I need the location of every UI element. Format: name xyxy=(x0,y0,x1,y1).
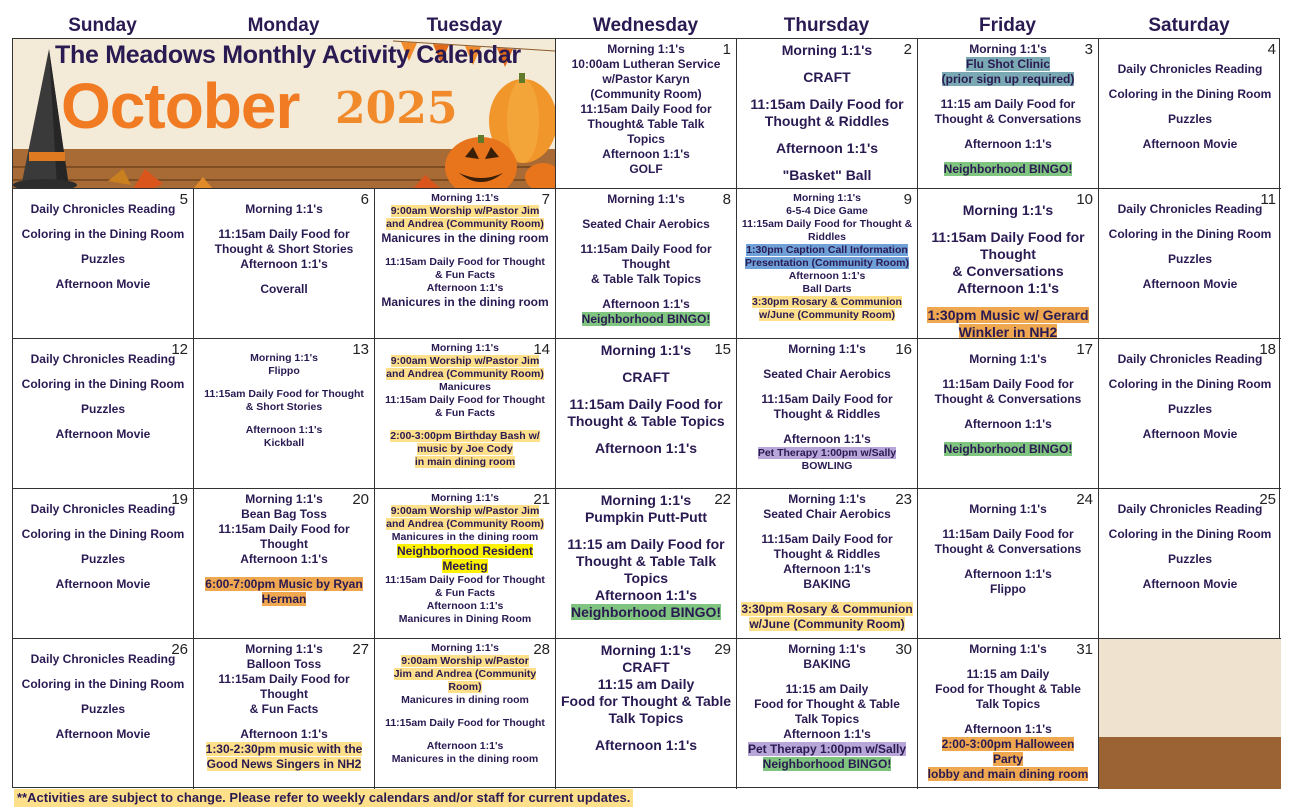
day-number: 7 xyxy=(541,191,550,208)
day-cell xyxy=(375,489,556,639)
activity-line: Afternoon 1:1's xyxy=(245,424,323,436)
activity-line: BAKING xyxy=(803,657,851,671)
activity-line: Food for Thought & Table xyxy=(560,693,732,709)
activity-line: 11:15am Daily Food for xyxy=(761,392,893,406)
day-cell xyxy=(737,39,918,189)
day-number: 17 xyxy=(1076,341,1093,358)
activity-line: Daily Chronicles Reading xyxy=(1117,352,1263,366)
activity-line: Afternoon Movie xyxy=(55,427,151,441)
activity-line: Morning 1:1's xyxy=(431,192,499,204)
activity-line: Thought xyxy=(622,257,670,271)
activity-line: 1:30pm Caption Call Information xyxy=(746,244,908,256)
day-cell xyxy=(737,489,918,639)
activity-line: Good News Singers in NH2 xyxy=(206,757,362,771)
activity-line: (Community Room) xyxy=(590,87,702,101)
day-cell xyxy=(556,39,737,189)
activity-line: Puzzles xyxy=(1167,402,1212,416)
day-number: 23 xyxy=(895,491,912,508)
day-cell xyxy=(918,639,1099,789)
activity-line: and Andrea (Community Room) xyxy=(386,518,544,530)
activity-line: Daily Chronicles Reading xyxy=(30,352,176,366)
day-cell xyxy=(13,339,194,489)
activity-line: Afternoon 1:1's xyxy=(602,297,690,311)
activity-line: Neighborhood BINGO! xyxy=(581,312,711,326)
activity-line: Afternoon Movie xyxy=(1142,137,1238,151)
day-number: 18 xyxy=(1259,341,1276,358)
activity-line: Afternoon 1:1's xyxy=(788,270,866,282)
activity-line: Thought & Table Talk xyxy=(575,553,717,569)
activity-line: Afternoon 1:1's xyxy=(602,147,690,161)
activity-line: Neighborhood Resident xyxy=(397,544,533,558)
activity-line: & Short Stories xyxy=(245,401,323,413)
activity-line: 11:15 am Daily Food for xyxy=(567,536,725,552)
activity-line: Morning 1:1's xyxy=(788,642,866,656)
activity-line: BAKING xyxy=(803,577,851,591)
day-cell xyxy=(375,639,556,789)
activity-line: Morning 1:1's xyxy=(962,202,1054,218)
activity-line: Afternoon Movie xyxy=(55,277,151,291)
activity-line: 11:15am Daily Food for xyxy=(218,672,350,686)
activity-line: Flu Shot Clinic xyxy=(966,57,1050,71)
activity-line: Manicures in Dining Room xyxy=(398,613,532,625)
day-cell xyxy=(556,639,737,789)
activity-line: Pumpkin Putt-Putt xyxy=(584,509,708,525)
activity-line: w/Pastor Karyn xyxy=(602,72,690,86)
activity-line: Morning 1:1's xyxy=(431,342,499,354)
activity-line: 11:15 am Daily Food for xyxy=(940,97,1076,111)
activity-line: Puzzles xyxy=(1167,112,1212,126)
activity-line: 9:00am Worship w/Pastor Jim xyxy=(390,205,540,217)
day-number: 20 xyxy=(352,491,369,508)
activity-line: Thought & Table Topics xyxy=(567,413,725,429)
activity-line: Coloring in the Dining Room xyxy=(21,227,185,241)
activity-line: 9:00am Worship w/Pastor Jim xyxy=(390,505,540,517)
activity-line: Manicures xyxy=(439,381,491,393)
activity-line: Morning 1:1's xyxy=(793,192,861,204)
activity-line: Morning 1:1's xyxy=(600,642,692,658)
activity-line: Afternoon 1:1's xyxy=(964,567,1052,581)
activity-line: Morning 1:1's xyxy=(969,42,1047,56)
activity-line: Thought & Conversations xyxy=(934,542,1082,556)
day-cell xyxy=(737,339,918,489)
month-banner xyxy=(13,39,556,189)
activity-line: Morning 1:1's xyxy=(431,492,499,504)
day-number: 11 xyxy=(1260,191,1276,208)
activity-line: Thought & Riddles xyxy=(773,407,881,421)
activity-line: Talk Topics xyxy=(794,712,860,726)
activity-line: 11:15am Daily Food for Thought xyxy=(385,574,545,586)
activity-line: Morning 1:1's xyxy=(250,352,318,364)
activity-line: Thought & Conversations xyxy=(934,392,1082,406)
activity-line: Puzzles xyxy=(80,252,125,266)
activity-line: Afternoon Movie xyxy=(55,577,151,591)
day-cell xyxy=(556,339,737,489)
day-cell xyxy=(194,639,375,789)
day-cell xyxy=(1099,489,1281,639)
activity-line: Thought xyxy=(260,687,308,701)
activity-line: Daily Chronicles Reading xyxy=(30,652,176,666)
weekday-header-row xyxy=(12,14,1280,38)
day-number: 14 xyxy=(533,341,550,358)
activity-line: Afternoon 1:1's xyxy=(240,552,328,566)
activity-line: 11:15am Daily Food for Thought xyxy=(385,394,545,406)
day-number: 26 xyxy=(171,641,188,658)
day-cell xyxy=(375,339,556,489)
activity-line: Puzzles xyxy=(80,402,125,416)
activity-line: music by Joe Cody xyxy=(417,443,513,455)
weekday-saturday: Saturday xyxy=(1148,15,1230,36)
activity-line: Afternoon 1:1's xyxy=(956,280,1060,296)
activity-line: Flippo xyxy=(268,365,300,377)
activity-line: Seated Chair Aerobics xyxy=(763,367,891,381)
weekday-tuesday: Tuesday xyxy=(426,15,503,36)
activity-line: Manicures in the dining room xyxy=(381,231,549,245)
activity-line: Afternoon 1:1's xyxy=(426,282,504,294)
day-cell xyxy=(1099,339,1281,489)
calendar-title: The Meadows Monthly Activity Calendar xyxy=(55,41,521,69)
activity-line: Afternoon 1:1's xyxy=(594,587,698,603)
activity-line: Afternoon 1:1's xyxy=(783,432,871,446)
activity-line: Topics xyxy=(623,570,669,586)
activity-line: "Basket" Ball xyxy=(782,167,872,183)
activity-line: Afternoon 1:1's xyxy=(240,727,328,741)
activity-line: 11:15am Daily Food for xyxy=(580,242,712,256)
activity-line: Puzzles xyxy=(80,702,125,716)
day-number: 19 xyxy=(171,491,188,508)
activity-line: Thought xyxy=(260,537,308,551)
activity-line: Daily Chronicles Reading xyxy=(30,502,176,516)
activity-line: Topics xyxy=(627,132,665,146)
day-number: 9 xyxy=(903,191,912,208)
empty-day-cell xyxy=(1099,639,1281,789)
activity-line: CRAFT xyxy=(803,69,851,85)
activity-line: Afternoon 1:1's xyxy=(594,737,698,753)
activity-line: 11:15am Daily Food for xyxy=(931,229,1085,245)
activity-line: w/June (Community Room) xyxy=(759,309,895,321)
activity-line: Party xyxy=(992,752,1024,766)
activity-line: Afternoon 1:1's xyxy=(240,257,328,271)
activity-line: Morning 1:1's xyxy=(788,342,866,356)
day-number: 6 xyxy=(360,191,369,208)
activity-line: Neighborhood BINGO! xyxy=(943,162,1073,176)
activity-line: CRAFT xyxy=(622,369,670,385)
activity-line: Thought& Table Talk xyxy=(587,117,705,131)
day-number: 3 xyxy=(1084,41,1093,58)
activity-line: CRAFT xyxy=(622,659,670,675)
activity-line: 11:15am Daily Food for Thought xyxy=(385,717,545,729)
day-cell xyxy=(13,189,194,339)
day-cell xyxy=(375,189,556,339)
activity-line: 2:00-3:00pm Birthday Bash w/ xyxy=(390,430,540,442)
month-name: October xyxy=(61,70,300,142)
activity-line: Morning 1:1's xyxy=(969,352,1047,366)
weekday-sunday: Sunday xyxy=(68,15,137,36)
activity-line: Room) xyxy=(448,681,482,693)
day-cell xyxy=(556,189,737,339)
activity-line: Morning 1:1's xyxy=(245,642,323,656)
activity-line: Afternoon 1:1's xyxy=(964,137,1052,151)
activity-line: Coloring in the Dining Room xyxy=(21,377,185,391)
activity-line: Thought xyxy=(980,246,1036,262)
activity-line: 3:30pm Rosary & Communion xyxy=(741,602,913,616)
activity-line: & Fun Facts xyxy=(434,587,496,599)
activity-line: Talk Topics xyxy=(608,710,684,726)
activity-line: 11:15am Daily Food for xyxy=(942,527,1074,541)
day-number: 24 xyxy=(1076,491,1093,508)
day-cell xyxy=(918,339,1099,489)
activity-line: 9:00am Worship w/Pastor Jim xyxy=(390,355,540,367)
activity-line: Afternoon 1:1's xyxy=(594,440,698,456)
activity-line: 11:15am Daily Food for Thought xyxy=(385,256,545,268)
activity-line: & Table Talk Topics xyxy=(590,272,702,286)
activity-line: Seated Chair Aerobics xyxy=(763,507,891,521)
day-number: 10 xyxy=(1076,191,1093,208)
activity-line: 11:15am Daily Food for xyxy=(761,532,893,546)
activity-line: Balloon Toss xyxy=(246,657,322,671)
activity-line: 11:15am Daily Food for Thought & xyxy=(741,218,913,230)
activity-line: Morning 1:1's xyxy=(969,642,1047,656)
activity-line: Afternoon 1:1's xyxy=(426,740,504,752)
day-cell xyxy=(556,489,737,639)
year: 2025 xyxy=(335,83,458,134)
activity-line: 11:15am Daily Food for xyxy=(750,96,904,112)
activity-line: Afternoon Movie xyxy=(1142,427,1238,441)
day-cell xyxy=(737,189,918,339)
activity-line: 9:00am Worship w/Pastor xyxy=(401,655,529,667)
activity-line: Coloring in the Dining Room xyxy=(1108,227,1272,241)
activity-line: in main dining room xyxy=(414,456,516,468)
activity-line: Coloring in the Dining Room xyxy=(21,527,185,541)
activity-line: Morning 1:1's xyxy=(600,342,692,358)
activity-line: Puzzles xyxy=(80,552,125,566)
activity-line: lobby and main dining room xyxy=(927,767,1089,781)
activity-line: & Fun Facts xyxy=(434,269,496,281)
activity-line: Puzzles xyxy=(1167,552,1212,566)
activity-line: GOLF xyxy=(629,162,663,176)
day-number: 25 xyxy=(1259,491,1276,508)
activity-line: 6-5-4 Dice Game xyxy=(786,205,868,217)
activity-line: 3:30pm Rosary & Communion xyxy=(752,296,902,308)
activity-line: Morning 1:1's xyxy=(969,502,1047,516)
activity-line: & Fun Facts xyxy=(434,407,496,419)
day-number: 29 xyxy=(714,641,731,658)
activity-line: Flippo xyxy=(990,582,1026,596)
activity-line: BOWLING xyxy=(801,460,853,472)
activity-line: Thought & Conversations xyxy=(934,112,1082,126)
day-number: 5 xyxy=(179,191,188,208)
activity-line: Afternoon Movie xyxy=(1142,577,1238,591)
day-cell xyxy=(194,339,375,489)
activity-line: Food for Thought & Table xyxy=(935,682,1081,696)
activity-line: 11:15am Daily Food for xyxy=(218,227,350,241)
activity-line: Afternoon 1:1's xyxy=(964,417,1052,431)
day-number: 30 xyxy=(895,641,912,658)
activity-line: Morning 1:1's xyxy=(607,192,685,206)
activity-line: Manicures in the dining room xyxy=(381,295,549,309)
activity-line: Winkler in NH2 xyxy=(958,324,1058,339)
activity-line: Daily Chronicles Reading xyxy=(1117,502,1263,516)
activity-line: Afternoon 1:1's xyxy=(426,600,504,612)
day-cell xyxy=(194,189,375,339)
activity-line: Jim and Andrea (Community xyxy=(393,668,537,680)
activity-line: & Fun Facts xyxy=(249,702,319,716)
day-number: 28 xyxy=(533,641,550,658)
activity-line: Daily Chronicles Reading xyxy=(1117,62,1263,76)
activity-line: Afternoon 1:1's xyxy=(775,140,879,156)
activity-line: Coverall xyxy=(260,282,308,296)
activity-line: Afternoon Movie xyxy=(1142,277,1238,291)
day-number: 22 xyxy=(714,491,731,508)
activity-line: Manicures in dining room xyxy=(401,694,529,706)
activity-line: Afternoon 1:1's xyxy=(783,562,871,576)
day-cell xyxy=(918,489,1099,639)
activity-line: 11:15am Daily Food for Thought xyxy=(204,388,364,400)
day-number: 1 xyxy=(722,41,731,58)
day-number: 16 xyxy=(895,341,912,358)
activity-line: Afternoon 1:1's xyxy=(964,722,1052,736)
day-cell xyxy=(194,489,375,639)
activity-line: Ball Darts xyxy=(802,283,852,295)
activity-line: Morning 1:1's xyxy=(607,42,685,56)
activity-line: Food for Thought & Table xyxy=(754,697,900,711)
activity-line: Afternoon Movie xyxy=(55,727,151,741)
activity-line: 11:15am Daily Food for xyxy=(218,522,350,536)
activity-line: Coloring in the Dining Room xyxy=(1108,377,1272,391)
activity-line: w/June (Community Room) xyxy=(749,617,905,631)
activity-line: Afternoon 1:1's xyxy=(783,727,871,741)
weekday-monday: Monday xyxy=(247,15,320,36)
disclaimer-footnote: **Activities are subject to change. Please refer to weekly calendars and/or staff for current updates. xyxy=(14,789,633,807)
activity-line: Neighborhood BINGO! xyxy=(570,604,722,620)
activity-line: 2:00-3:00pm Halloween xyxy=(941,737,1075,751)
activity-line: Seated Chair Aerobics xyxy=(582,217,710,231)
activity-line: Morning 1:1's xyxy=(245,202,323,216)
activity-line: Manicures in the dining room xyxy=(391,753,539,765)
day-cell xyxy=(1099,39,1281,189)
decorative-candy-corn-image xyxy=(1099,737,1281,789)
activity-line: Pet Therapy 1:00pm w/Sally xyxy=(757,447,897,459)
day-cell xyxy=(1099,189,1281,339)
activity-line: Pet Therapy 1:00pm w/Sally xyxy=(747,742,907,756)
day-cell xyxy=(918,39,1099,189)
day-number: 2 xyxy=(903,41,912,58)
activity-line: Riddles xyxy=(808,231,846,243)
activity-line: 11:15am Daily Food for xyxy=(580,102,712,116)
day-cell xyxy=(737,639,918,789)
calendar-grid xyxy=(12,38,1280,788)
activity-line: Daily Chronicles Reading xyxy=(30,202,176,216)
activity-line: Neighborhood BINGO! xyxy=(762,757,892,771)
activity-line: Meeting xyxy=(442,559,488,573)
activity-line: Thought & Short Stories xyxy=(214,242,354,256)
activity-line: Morning 1:1's xyxy=(788,492,866,506)
activity-line: Manicures in the dining room xyxy=(391,531,539,543)
activity-line: 1:30pm Music w/ Gerard xyxy=(927,307,1089,323)
activity-line: Kickball xyxy=(263,437,305,449)
activity-line: 11:15 am Daily xyxy=(966,667,1050,681)
activity-line: 11:15 am Daily xyxy=(785,682,869,696)
activity-line: & Conversations xyxy=(952,263,1064,279)
activity-line: Bean Bag Toss xyxy=(241,507,327,521)
activity-line: Daily Chronicles Reading xyxy=(1117,202,1263,216)
activity-line: 1:30-2:30pm music with the xyxy=(205,742,363,756)
weekday-thursday: Thursday xyxy=(783,15,870,36)
activity-line: and Andrea (Community Room) xyxy=(386,368,544,380)
day-number: 4 xyxy=(1267,41,1276,58)
activity-line: Coloring in the Dining Room xyxy=(21,677,185,691)
activity-line: 11:15am Daily Food for xyxy=(942,377,1074,391)
day-number: 15 xyxy=(714,341,731,358)
day-number: 31 xyxy=(1076,641,1093,658)
weekday-friday: Friday xyxy=(978,15,1037,36)
activity-line: and Andrea (Community Room) xyxy=(386,218,544,230)
day-cell xyxy=(13,489,194,639)
activity-line: Neighborhood BINGO! xyxy=(943,442,1073,456)
day-cell xyxy=(13,639,194,789)
activity-line: Thought & Riddles xyxy=(764,113,890,129)
day-cell xyxy=(918,189,1099,339)
activity-line: 6:00-7:00pm Music by Ryan xyxy=(205,577,363,591)
activity-line: Morning 1:1's xyxy=(600,492,692,508)
activity-line: Herman xyxy=(261,592,307,606)
activity-line: 11:15am Daily Food for xyxy=(569,396,723,412)
activity-line: Coloring in the Dining Room xyxy=(1108,527,1272,541)
activity-line: Morning 1:1's xyxy=(781,42,873,58)
day-number: 27 xyxy=(352,641,369,658)
day-number: 21 xyxy=(533,491,550,508)
day-number: 8 xyxy=(722,191,731,208)
activity-line: Talk Topics xyxy=(975,697,1041,711)
day-number: 13 xyxy=(352,341,369,358)
weekday-wednesday: Wednesday xyxy=(592,15,699,36)
day-number: 12 xyxy=(171,341,188,358)
activity-line: Presentation (Community Room) xyxy=(745,257,909,269)
activity-line: (prior sign up required) xyxy=(941,72,1075,86)
activity-line: Morning 1:1's xyxy=(431,642,499,654)
activity-line: Morning 1:1's xyxy=(245,492,323,506)
activity-line: 11:15 am Daily xyxy=(597,676,695,692)
activity-line: Coloring in the Dining Room xyxy=(1108,87,1272,101)
activity-line: 10:00am Lutheran Service xyxy=(571,57,721,71)
activity-line: Puzzles xyxy=(1167,252,1212,266)
activity-line: Thought & Riddles xyxy=(773,547,881,561)
